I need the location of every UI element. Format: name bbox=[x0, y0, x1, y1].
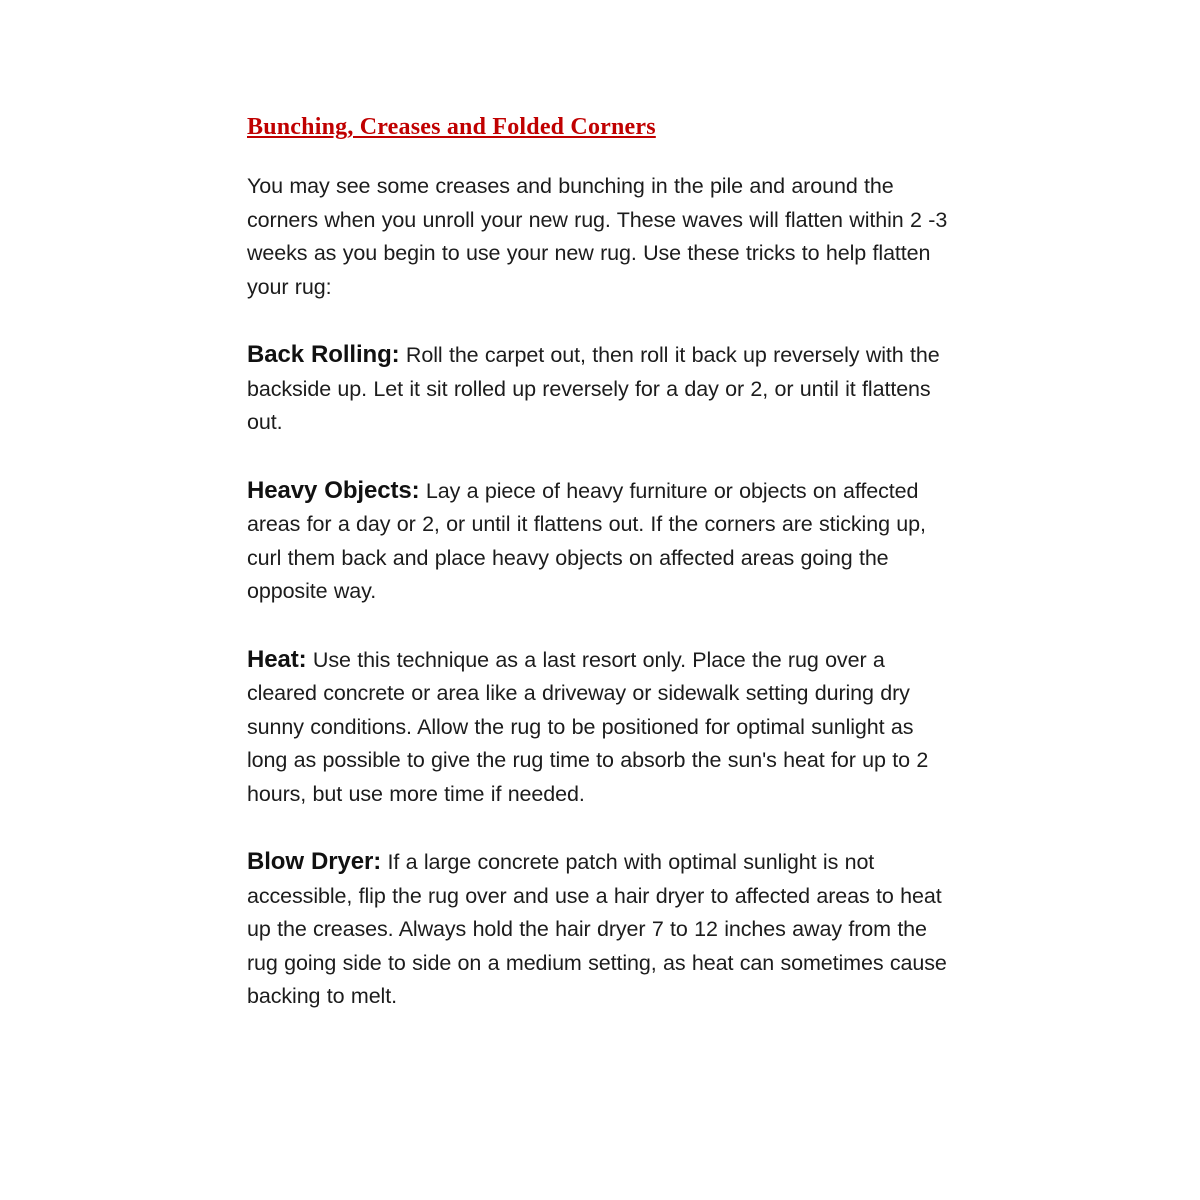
section-back-rolling-label: Back Rolling: bbox=[247, 341, 400, 368]
section-heavy-objects-label: Heavy Objects: bbox=[247, 476, 420, 504]
document-content bbox=[247, 112, 959, 1048]
section-blow-dryer bbox=[247, 845, 959, 1014]
page-title: Bunching, Creases and Folded Corners bbox=[247, 114, 656, 140]
intro-paragraph: You may see some creases and bunching in the pile and around the corners when you unroll your new rug. These waves will flatten within 2 -3 weeks as you begin to use your new rug. Use these tricks to help flatten your rug: bbox=[247, 174, 948, 299]
section-heat-text: Use this technique as a last resort only. Place the rug over a cleared concrete or area like a driveway or sidewalk setting during dry sunny conditions. Allow the rug to be positioned for optimal sunlight as long as possible to give the rug time to absorb the sun's heat for up to 2 hours, but use more time if needed. bbox=[247, 647, 929, 806]
section-blow-dryer-text: If a large concrete patch with optimal sunlight is not accessible, flip the rug over and use a hair dryer to affected areas to heat up the creases. Always hold the hair dryer 7 to 12 inches away from the rug going side to side on a medium setting, as heat can sometimes cause backing to melt. bbox=[247, 850, 947, 1008]
section-heavy-objects bbox=[247, 474, 959, 609]
section-back-rolling bbox=[247, 338, 959, 440]
section-blow-dryer-label: Blow Dryer: bbox=[247, 848, 382, 875]
section-heavy-objects-text: Lay a piece of heavy furniture or objects on affected areas for a day or 2, or until it flattens out. If the corners are sticking up, curl them back and place heavy objects on affected areas going the opposite way. bbox=[247, 478, 926, 603]
section-back-rolling-text: Roll the carpet out, then roll it back up reversely with the backside up. Let it sit rolled up reversely for a day or 2, or until it flattens out. bbox=[247, 343, 940, 434]
section-heat-label: Heat: bbox=[247, 645, 307, 673]
section-heat bbox=[247, 643, 959, 812]
